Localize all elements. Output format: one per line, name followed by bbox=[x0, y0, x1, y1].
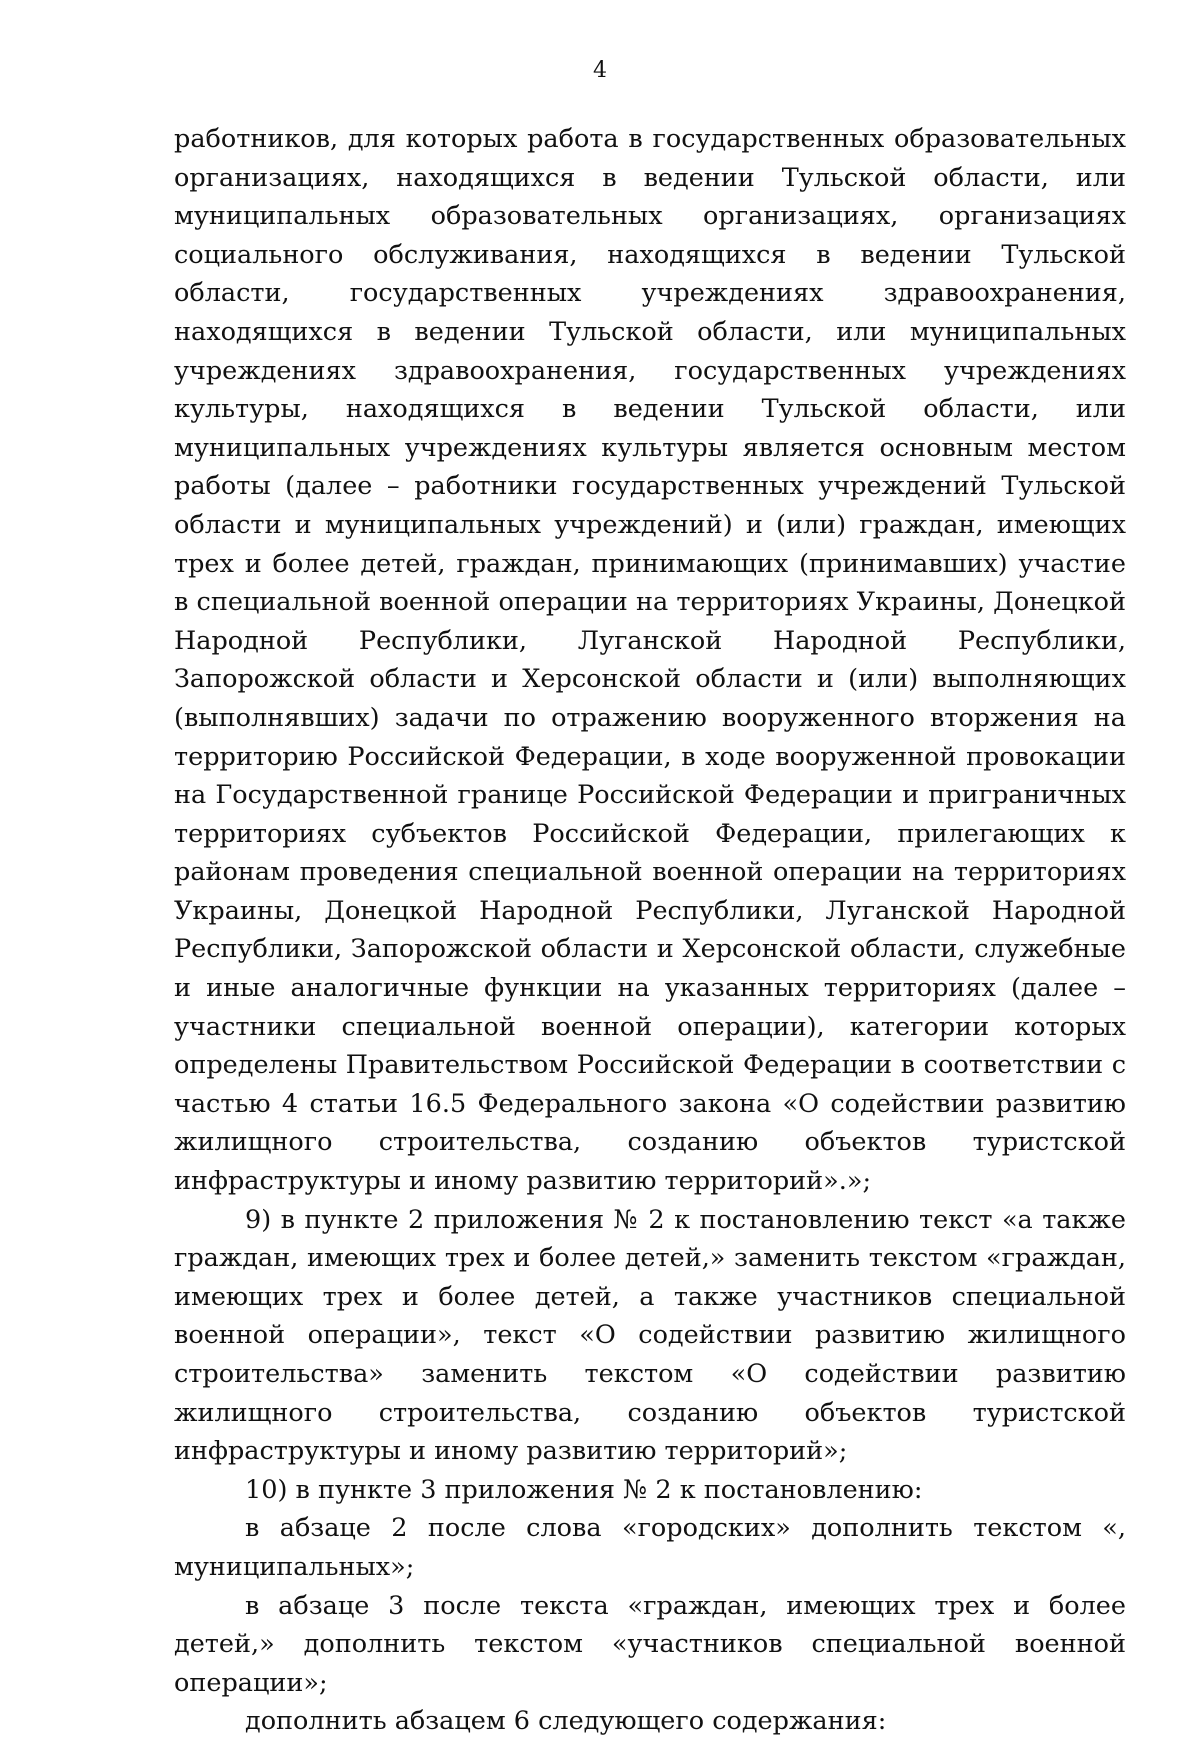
paragraph: 9) в пункте 2 приложения № 2 к постановлению текст «а также граждан, имеющих трех и более детей,» заменить текстом «граждан, имеющих трех и более детей, а также участников специальной военной операции», текст «О содействии развитию жилищного строительства» заменить текстом «О содействии развитию жилищного строительства, созданию объектов туристской инфраструктуры и иному развитию территорий»; bbox=[174, 1204, 1126, 1467]
paragraph: работников, для которых работа в государственных образовательных организациях, находящихся в ведении Тульской области, или муниципальных образовательных организациях, организациях социального обслуживания, находящихся в ведении Тульской области, государственных учреждениях здравоохранения, находящихся в ведении Тульской области, или муниципальных учреждениях здравоохранения, государственных учреждениях культуры, находящихся в ведении Тульской области, или муниципальных учреждениях культуры является основным местом работы (далее – работники государственных учреждений Тульской области и муниципальных учреждений) и (или) граждан, имеющих трех и более детей, граждан, принимающих (принимавших) участие в специальной военной операции на территориях Украины, Донецкой Народной Республики, Луганской Народной Республики, Запорожской области и Херсонской области и (или) выполняющих (выполнявших) задачи по отражению вооруженного вторжения на территорию Российской Федерации, в ходе вооруженной провокации на Государственной границе Российской Федерации и приграничных территориях субъектов Российской Федерации, прилегающих к районам проведения специальной военной операции на территориях Украины, Донецкой Народной Республики, Луганской Народной Республики, Запорожской области и Херсонской области, служебные и иные аналогичные функции на указанных территориях (далее – участники специальной военной операции), категории которых определены Правительством Российской Федерации в соответствии с частью 4 статьи 16.5 Федерального закона «О содействии развитию жилищного строительства, созданию объектов туристской инфраструктуры и иному развитию территорий».»; bbox=[174, 124, 1126, 1197]
paragraph: в абзаце 3 после текста «граждан, имеющих трех и более детей,» дополнить текстом «участников специальной военной операции»; bbox=[174, 1590, 1126, 1698]
paragraph: в абзаце 2 после слова «городских» дополнить текстом «, муниципальных»; bbox=[174, 1513, 1126, 1582]
paragraph: дополнить абзацем 6 следующего содержания: bbox=[245, 1706, 887, 1737]
document-body bbox=[174, 120, 1126, 1741]
paragraph: 10) в пункте 3 приложения № 2 к постановлению: bbox=[245, 1474, 923, 1505]
page-number: 4 bbox=[593, 58, 607, 83]
